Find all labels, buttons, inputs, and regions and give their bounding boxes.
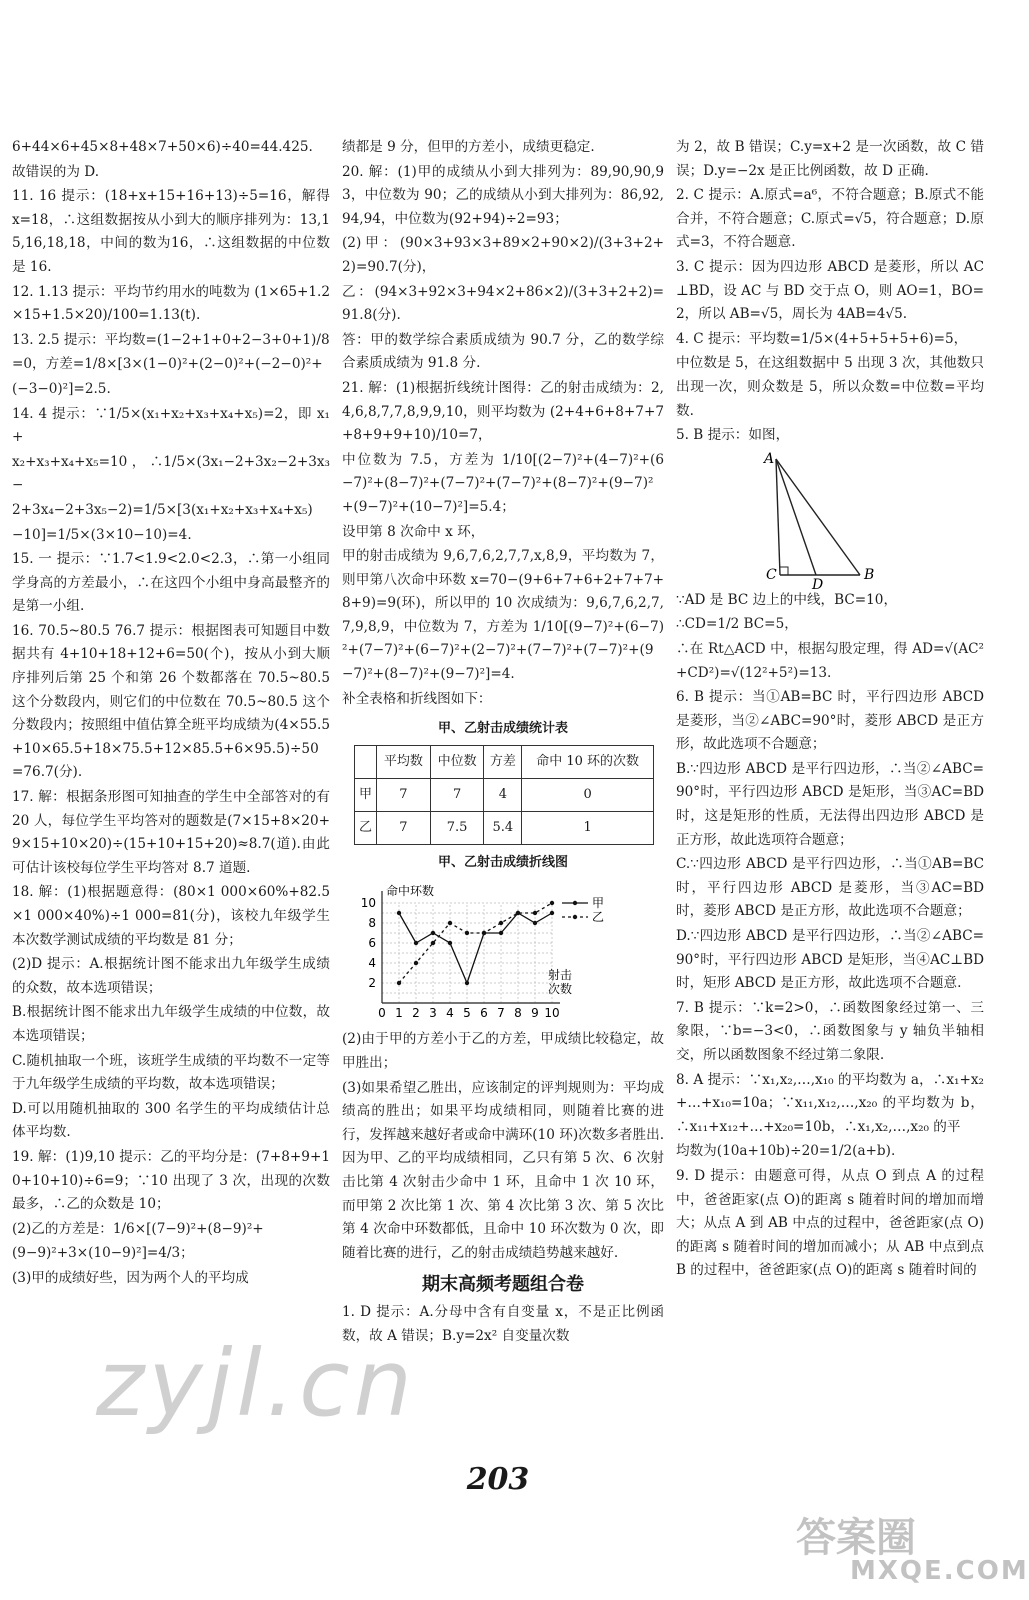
data-point [550, 901, 554, 905]
answer-12: 12. 1.13 提示：平均节约用水的吨数为 (1×65+1.2×15+1.5×20)/100=1.13(t). [12, 283, 330, 324]
table-title: 甲、乙射击成绩统计表 [437, 721, 568, 737]
label-a: A [764, 450, 775, 467]
data-point [465, 981, 469, 985]
table-cell: 0 [522, 778, 654, 811]
answer-21: 21. 解：(1)根据折线统计图得：乙的射击成绩为：2,4,6,8,7,7,8,9,9,10，则平均数为 (2+4+6+8+7+7+8+9+9+10)/10=7， [342, 379, 664, 444]
table-cell: 5.4 [484, 811, 522, 844]
table-cell: 4 [484, 778, 522, 811]
data-point [550, 911, 554, 915]
answer-19: 19. 解：(1)9,10 提示：乙的平均分是：(7+8+9+10+10+10)÷6=9；∵10 出现了 3 次，出现的次数最多，∴乙的众数是 10； [12, 1148, 330, 1213]
table-cell: 1 [522, 811, 654, 844]
table-cell: 7.5 [430, 811, 484, 844]
final-answer-6-option-d: D.∵四边形 ABCD 是平行四边形，∴当②∠ABC=90°时，平行四边形 ABCD 是矩形，当④AC⊥BD 时，矩形 ABCD 是正方形，故此选项不合题意. [676, 928, 984, 992]
final-answer-6: 6. B 提示：当①AB=BC 时，平行四边形 ABCD 是菱形，当②∠ABC=90°时，菱形 ABCD 是正方形，故此选项不合题意； [676, 689, 984, 753]
table-header: 命中 10 环的次数 [522, 745, 654, 778]
final-answer-5-line4: ∴在 Rt△ACD 中，根据勾股定理，得 AD=√(AC²+CD²)=√(12²+5²)=13. [676, 640, 984, 681]
final-answer-5-line2: ∵AD 是 BC 边上的中线，BC=10， [676, 591, 898, 608]
final-answer-5-line3: ∴CD=1/2 BC=5， [676, 616, 798, 633]
answer-18-option-d: D.可以用随机抽取的 300 名学生的平均成绩估计总体平均数. [12, 1100, 330, 1141]
answer-16: 16. 70.5~80.5 76.7 提示：根据图表可知题目中数据共有 4+10+18+12+6=50(个)，按从小到大顺序排列后第 25 个和第 26 个数都落在 70.5~80.5 这个分数段内，则它们的中位数在 70.5~80.5 这个分数段内；按照组中值估算全班平均成绩为(4×55.5+10×65.5+18×75.5+12×85.5+6×95.5)÷50=76.7(分). [12, 622, 330, 781]
label-c: C [766, 566, 777, 583]
answer-21-jia: 甲的射击成绩为 9,6,7,6,2,7,7,x,8,9，平均数为 7，则甲第八次命中环数 x=70−(9+6+7+6+2+7+7+8+9)=9(环)，所以甲的 10 次成绩为：9,6,7,6,2,7,7,9,8,9，中位数为 7，方差为 1/10[(9−7)²+(6−7)²+(7−7)²+(6−7)²+(2−7)²+(7−7)²+(7−7)²+(9−7)²+(8−7)²+(9−7)²]=4. [342, 548, 664, 683]
answer-18-option-c: C.随机抽取一个班，该班学生成绩的平均数不一定等于九年级学生成绩的平均数，故本选项错误； [12, 1052, 330, 1093]
watermark-daan: 答案圈 [796, 1515, 916, 1561]
answer-21-setup: 设甲第 8 次命中 x 环， [342, 523, 485, 540]
table-row [355, 778, 654, 811]
column-left [12, 136, 330, 1292]
answer-13-line3: (−3−0)²]=2.5. [12, 380, 111, 397]
x-tick-label: 8 [514, 1006, 522, 1021]
y-tick-label: 10 [360, 896, 376, 911]
final-answer-8-line2: 均数为(10a+10b)÷20=1/2(a+b). [676, 1143, 896, 1160]
data-point [397, 981, 401, 985]
table-cell: 甲 [355, 778, 377, 811]
answer-21-part2: (2)由于甲的方差小于乙的方差，甲成绩比较稳定，故甲胜出； [342, 1031, 664, 1072]
triangle-figure [676, 449, 976, 593]
answer-15: 15. 一 提示：∵1.7<1.9<2.0<2.3，∴第一小组同学身高的方差最小，∴在这四个小组中身高最整齐的是第一小组. [12, 551, 330, 615]
answer-20: 20. 解：(1)甲的成绩从小到大排列为：89,90,90,93，中位数为 90；乙的成绩从小到大排列为：86,92,94,94，中位数为(92+94)÷2=93； [342, 163, 664, 227]
answer-13: 13. 2.5 提示：平均数=(1−2+1+0+2−3+0+1)/8 [12, 331, 330, 348]
answer-14-line2: x₂+x₃+x₄+x₅=10，∴1/5×(3x₁−2+3x₂−2+3x₃− [12, 453, 330, 494]
answer-19-part2: (2)乙的方差是：1/6×[(7−9)²+(8−9)²+ [12, 1220, 264, 1237]
watermark-zyjl: zyjl.cn [96, 1330, 416, 1437]
legend-label: 甲 [592, 896, 605, 911]
answer-21-part3: (3)如果希望乙胜出，应该制定的评判规则为：平均成绩高的胜出；如果平均成绩相同，则随着比赛的进行，发挥越来越好者或命中满环(10 环)次数多者胜出.因为甲、乙的平均成绩相同，乙只有第 5 次、6 次射击比第 4 次射击少命中 1 环，且命中 1 次 10 环，而甲第 2 次比第 1 次、第 4 次比第 3 次、第 5 次比第 4 次命中环数都低，且命中 10 环次数为 0 次，即随着比赛的进行，乙的射击成绩趋势越来越好. [342, 1079, 665, 1261]
final-answer-3: 3. C 提示：因为四边形 ABCD 是菱形，所以 AC⊥BD，设 AC 与 BD 交于点 O，则 AO=1，BO=2，所以 AB=√5，周长为 4AB=4√5. [676, 258, 984, 323]
x-tick-label: 0 [378, 1006, 386, 1021]
table-header-row [355, 745, 654, 778]
data-point [397, 911, 401, 915]
final-answer-5: 5. B 提示：如图， [676, 427, 790, 444]
legend-marker [573, 915, 577, 919]
answer-20-conclusion: 答：甲的数学综合素质成绩为 90.7 分，乙的数学综合素质成绩为 91.8 分. [342, 331, 664, 372]
label-b: B [864, 566, 875, 583]
answer-13-line2: =0，方差=1/8×[3×(1−0)²+(2−0)²+(−2−0)²+ [12, 356, 323, 373]
x-axis-label: 次数 [548, 982, 573, 997]
text-line: 故错误的为 D. [12, 163, 100, 180]
y-tick-label: 4 [368, 956, 376, 971]
answer-17: 17. 解：根据条形图可知抽查的学生中全部答对的有 20 人，每位学生平均答对的题数是(7×15+8×20+9×15+10×20)÷(15+10+15+20)≈8.7(道).由此可估计该校每位学生平均答对 8.7 道题. [12, 789, 330, 876]
x-tick-label: 1 [395, 1006, 403, 1021]
table-header: 平均数 [376, 745, 430, 778]
final-answer-2: 2. C 提示：A.原式=a⁶，不符合题意；B.原式不能合并，不符合题意；C.原式=√5，符合题意；D.原式=3，不符合题意. [676, 187, 984, 251]
final-answer-6-option-b: B.∵四边形 ABCD 是平行四边形，∴当②∠ABC=90°时，平行四边形 ABCD 是矩形，当③AC=BD 时，这是矩形的性质，无法得出四边形 ABCD 是正方形，故此选项符合题意； [676, 760, 984, 848]
text-line: 绩都是 9 分，但甲的方差小，成绩更稳定. [342, 139, 595, 155]
data-point [431, 941, 435, 945]
data-point [533, 921, 537, 925]
final-answer-4-line2: 中位数是 5，在这组数据中 5 出现 3 次，其他数只出现一次，则众数是 5，所以众数=中位数=平均数. [676, 355, 984, 419]
answer-20-part2-jia: (2)甲：(90×3+93×3+89×2+90×2)/(3+3+2+2)=90.7(分)， [342, 235, 664, 275]
y-tick-label: 2 [368, 976, 376, 991]
data-point [431, 931, 435, 935]
data-point [482, 931, 486, 935]
side-ac [776, 459, 780, 575]
data-point [516, 911, 520, 915]
table-header [355, 745, 377, 778]
text-line: 为 2，故 B 错误；C.y=x+2 是一次函数，故 C 错误；D.y=−2x 是正比例函数，故 D 正确. [676, 139, 984, 179]
answer-18-part2: (2)D 提示：A.根据统计图不能求出九年级学生成绩的众数，故本选项错误； [12, 956, 330, 996]
data-point [499, 931, 503, 935]
x-tick-label: 10 [544, 1006, 560, 1021]
final-answer-9: 9. D 提示：由题意可得，从点 O 到点 A 的过程中，爸爸距家(点 O)的距离 s 随着时间的增加而增大；从点 A 到 AB 中点的过程中，爸爸距家(点 O)的距离 s 随着时间的增加而减小；从 AB 中点到点 B 的过程中，爸爸距家(点 O)的距离 s 随着时间的 [676, 1167, 984, 1279]
answer-18-option-b: B.根据统计图不能求出九年级学生成绩的中位数，故本选项错误； [12, 1004, 330, 1044]
column-right [676, 136, 984, 1284]
answer-18: 18. 解：(1)根据题意得：(80×1 000×60%+82.5×1 000×40%)÷1 000=81(分)，该校九年级学生本次数学测试成绩的平均数是 81 分； [12, 884, 330, 948]
final-answer-4: 4. C 提示：平均数=1/5×(4+5+5+5+6)=5， [676, 330, 968, 347]
y-tick-label: 8 [368, 916, 376, 931]
x-tick-label: 4 [446, 1006, 454, 1021]
x-tick-label: 5 [463, 1006, 471, 1021]
series-line-甲 [399, 913, 552, 983]
table-header: 中位数 [430, 745, 484, 778]
y-axis-label: 命中环数 [386, 884, 435, 899]
line-chart [342, 878, 642, 1028]
x-tick-label: 2 [412, 1006, 420, 1021]
page-number: 203 [466, 1462, 530, 1497]
final-answer-8: 8. A 提示：∵x₁,x₂,…,x₁₀ 的平均数为 a，∴x₁+x₂+…+x₁₀=10a；∵x₁₁,x₁₂,…,x₂₀ 的平均数为 b，∴x₁₁+x₁₂+…+x₂₀=10b，∴x₁,x₂,…,x₂₀ 的平 [676, 1071, 984, 1135]
data-point [448, 921, 452, 925]
table-cell: 7 [430, 778, 484, 811]
legend-label: 乙 [592, 910, 605, 925]
data-point [414, 941, 418, 945]
table-row [355, 811, 654, 844]
table-header: 方差 [484, 745, 522, 778]
table-cell: 7 [376, 778, 430, 811]
answer-14-line3: 2+3x₄−2+3x₅−2)=1/5×[3(x₁+x₂+x₃+x₄+x₅) [12, 501, 313, 518]
data-point [465, 931, 469, 935]
final-answer-6-option-c: C.∵四边形 ABCD 是平行四边形，∴当①AB=BC 时，平行四边形 ABCD 是菱形，当③AC=BD 时，菱形 ABCD 是正方形，故此选项不合题意； [676, 856, 984, 920]
answer-19-part2-line2: (9−9)²+3×(10−9)²]=4/3； [12, 1245, 194, 1262]
answer-19-part3: (3)甲的成绩好些，因为两个人的平均成 [12, 1269, 249, 1286]
legend-marker [573, 901, 577, 905]
data-point [533, 911, 537, 915]
final-answer-1: 1. D 提示：A.分母中含有自变量 x，不是正比例函数，故 A 错误；B.y=2x² 自变量次数 [342, 1303, 664, 1344]
stats-table [354, 745, 654, 845]
x-tick-label: 9 [531, 1006, 539, 1021]
median-ad [776, 459, 816, 575]
data-point [414, 961, 418, 965]
answer-20-part2-yi: 乙：(94×3+92×3+94×2+86×2)/(3+3+2+2)=91.8(分). [342, 283, 664, 324]
y-tick-label: 6 [368, 936, 376, 951]
text-line: 6+44×6+45×8+48×7+50×6)÷40=44.425. [12, 139, 313, 155]
label-d: D [812, 576, 824, 593]
answer-21-fill: 补全表格和折线图如下： [342, 690, 492, 707]
section-title: 期末高频考题组合卷 [422, 1274, 584, 1296]
answer-14: 14. 4 提示：∵1/5×(x₁+x₂+x₃+x₄+x₅)=2，即 x₁+ [12, 405, 330, 446]
column-middle [342, 136, 664, 1349]
answer-14-line4: −10]=1/5×(3×10−10)=4. [12, 526, 192, 543]
x-tick-label: 7 [497, 1006, 505, 1021]
table-cell: 乙 [355, 811, 377, 844]
answer-11: 11. 16 提示：(18+x+15+16+13)÷5=16，解得 x=18，∴这组数据按从小到大的顺序排列为：13,15,16,18,18，中间的数为16，∴这组数据的中位数是 16. [12, 188, 330, 275]
final-answer-7: 7. B 提示：∵k=2>0，∴函数图象经过第一、三象限，∵b=−3<0，∴函数图象与 y 轴负半轴相交，所以函数图象不经过第二象限. [676, 999, 984, 1063]
table-cell: 7 [376, 811, 430, 844]
x-tick-label: 3 [429, 1006, 437, 1021]
data-point [499, 921, 503, 925]
answer-21-variance-yi: 中位数为 7.5，方差为 1/10[(2−7)²+(4−7)²+(6−7)²+(8−7)²+(7−7)²+(7−7)²+(8−7)²+(9−7)²+(9−7)²+(10−7)²]=5.4； [342, 451, 664, 515]
x-axis-label: 射击 [548, 968, 573, 983]
side-ab [776, 459, 860, 575]
data-point [448, 941, 452, 945]
watermark-mxqe: MXQE.COM [850, 1556, 1029, 1586]
chart-title: 甲、乙射击成绩折线图 [437, 854, 568, 870]
right-angle-mark [780, 567, 788, 575]
x-tick-label: 6 [480, 1006, 488, 1021]
